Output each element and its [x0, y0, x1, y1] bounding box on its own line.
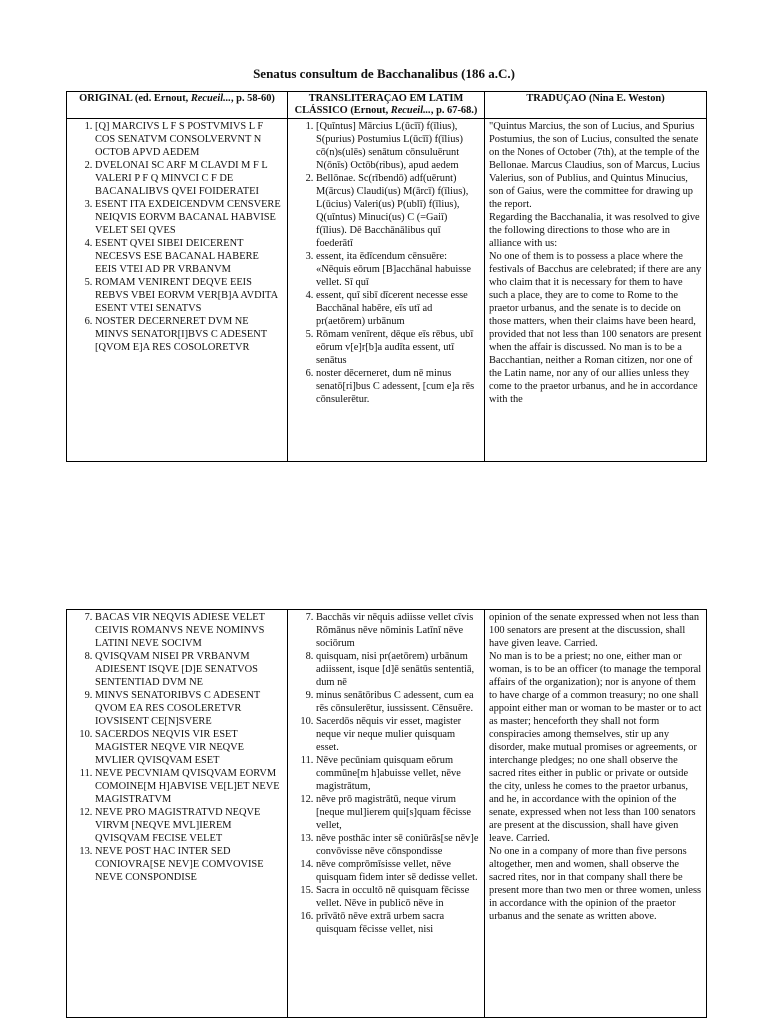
list-item: 15. Sacra in occultō nē quisquam fēcisse vellet. Nēve in publicō nēve in: [316, 884, 480, 910]
header-original-text-2: , p. 58-60): [230, 93, 275, 104]
header-trans-em: Recueil...: [390, 105, 431, 116]
list-item: 7. Bacchās vir nēquis adiisse vellet cīvis Rōmānus nēve nōminis Latīnī nēve sociōrum: [316, 611, 480, 650]
translation-paragraph: No man is to be a priest; no one, either man or woman, is to be an officer (to manage the temporal affairs of the organization); nor is anyone of them to have charge of a common treasury; no one shall appoint either man or woman to be master or to act as master; henceforth they shall not form conspiracies among themselves, stir up any disorder, make mutual promises or agreements, or interchange pledges; no one shall observe the sacred rites either in public or private or outside the city, unless he comes to the praetor urbanus, and he, in accordance with the opinion of the senate, expressed when not less than 100 senators are present at the discussion, shall have given leave. Carried.: [489, 651, 702, 844]
list-item: 12. NEVE PRO MAGISTRATVD NEQVE VIRVM [NEQVE MVL]IEREM QVISQVAM FECISE VELET: [95, 806, 283, 845]
list-item: 2. DVELONAI SC ARF M CLAVDI M F L VALERI P F Q MINVCI C F DE BACANALIBVS QVEI FOIDERATEI: [95, 159, 283, 198]
list-item: 8. QVISQVAM NISEI PR VRBANVM ADIESENT ISQVE [D]E SENATVOS SENTENTIAD DVM NE: [95, 650, 283, 689]
transliteration-cell-2: [288, 610, 485, 1018]
list-item: 3. essent, ita ēdīcendum cēnsuēre: «Nēquis eōrum [B]acchānal habuisse vellet. Sī quī: [316, 250, 480, 289]
header-original: [67, 92, 288, 119]
list-item: 4. ESENT QVEI SIBEI DEICERENT NECESVS ESE BACANAL HABERE EEIS VTEI AD PR VRBANVM: [95, 237, 283, 276]
content-row-1: [67, 119, 707, 462]
list-item: 7. BACAS VIR NEQVIS ADIESE VELET CEIVIS ROMANVS NEVE NOMINVS LATINI NEVE SOCIVM: [95, 611, 283, 650]
list-item: 10. SACERDOS NEQVIS VIR ESET MAGISTER NEQVE VIR NEQVE MVLIER QVISQVAM ESET: [95, 728, 283, 767]
header-original-em: Recueil...: [190, 93, 231, 104]
translation-paragraph: opinion of the senate expressed when not less than 100 senators are present at the discussion, shall have given leave. Carried.: [489, 612, 700, 649]
transliteration-list-2: [292, 611, 480, 936]
list-item: 8. quisquam, nisi pr(aetōrem) urbānum adiissent, isque [d]ē senātūs sententiā, dum nē: [316, 650, 480, 689]
list-item: 13. NEVE POST HAC INTER SED CONIOVRA[SE NEV]E COMVOVISE NEVE CONSPONDISE: [95, 845, 283, 884]
header-original-text: ORIGINAL (ed. Ernout,: [79, 93, 191, 104]
translation-paragraph: No one of them is to possess a place where the festivals of Bacchus are celebrated; if there are any who claim that it is necessary for them to have such a place, they are to come to Rome to the praetor urbanus, and the senate is to decide on those matters, when their claims have been heard, provided that not less than 100 senators are present when the affair is discussed. No man is to be a Bacchantian, neither a Roman citizen, nor one of the Latin name, nor any of our allies unless they come to the praetor urbanus, and he in accordance with the: [489, 251, 702, 405]
list-item: 4. essent, quī sibī dīcerent necesse esse Bacchānal habēre, eīs utī ad pr(aetōrem) urbānum: [316, 289, 480, 328]
translation-paragraph: "Quintus Marcius, the son of Lucius, and Spurius Postumius, the son of Lucius, consulted the senate on the Nones of October (7th), at the temple of the Bellonae. Marcus Claudius, son of Marcus, Lucius Valerius, son of Publius, and Quintus Minucius, son of Gaius, were the committee for drawing up the report.: [489, 121, 700, 210]
list-item: 10. Sacerdōs nēquis vir esset, magister neque vir neque mulier quisquam esset.: [316, 715, 480, 754]
list-item: 9. minus senātōribus C adessent, cum ea rēs cōnsulerētur, iussissent. Cēnsuēre.: [316, 689, 480, 715]
transliteration-list-1: [292, 120, 480, 406]
header-trans-text: TRANSLITERAÇAO EM LATIM CLÁSSICO (Ernout,: [294, 93, 464, 116]
list-item: 16. prīvātō nēve extrā urbem sacra quisquam fēcisse vellet, nisi: [316, 910, 480, 936]
translation-cell-2: [485, 610, 707, 1018]
original-cell-1: [67, 119, 288, 462]
table-part-2: [66, 609, 707, 1018]
header-transliteration: [288, 92, 485, 119]
transliteration-cell-1: [288, 119, 485, 462]
translation-cell-1: [485, 119, 707, 462]
header-trans-text-2: , p. 67-68.): [430, 105, 478, 116]
list-item: 6. noster dēcerneret, dum nē minus senatō[ri]bus C adessent, [cum e]a rēs cōnsulerētur.: [316, 367, 480, 406]
list-item: 11. NEVE PECVNIAM QVISQVAM EORVM COMOINE[M H]ABVISE VE[L]ET NEVE MAGISTRATVM: [95, 767, 283, 806]
original-cell-2: [67, 610, 288, 1018]
list-item: 6. NOSTER DECERNERET DVM NE MINVS SENATOR[I]BVS C ADESENT [QVOM E]A RES COSOLORETVR: [95, 315, 283, 354]
header-translation: TRADUÇAO (Nina E. Weston): [485, 92, 707, 119]
translation-paragraph: Regarding the Bacchanalia, it was resolved to give the following directions to those who are in alliance with us:: [489, 212, 700, 249]
list-item: 14. nēve comprōmīsisse vellet, nēve quisquam fidem inter sē dedisse vellet.: [316, 858, 480, 884]
content-row-2: [67, 610, 707, 1018]
list-item: 5. Rōmam venīrent, dēque eīs rēbus, ubī eōrum v[e]r[b]a audīta essent, utī senātus: [316, 328, 480, 367]
list-item: 2. Bellōnae. Sc(rībendō) adf(uērunt) M(ārcus) Claudi(us) M(ārcī) f(īlius), L(ūcius) Valeri(us) P(ublī) f(īlius), Q(uīntus) Minuci(us) C (=Gaiī) f(īlius). Dē Bacchānālibus quī foederātī: [316, 172, 480, 250]
list-item: 11. Nēve pecūniam quisquam eōrum commūne[m h]abuisse vellet, nēve magistrātum,: [316, 754, 480, 793]
table-part-1: [66, 91, 707, 462]
list-item: 13. nēve posthāc inter sē coniūrās[se nēv]e convōvisse nēve cōnspondisse: [316, 832, 480, 858]
document-title: Senatus consultum de Bacchanalibus (186 a.C.): [253, 66, 515, 81]
list-item: 12. nēve prō magistrātū, neque virum [neque mul]ierem qui[s]quam fēcisse vellet,: [316, 793, 480, 832]
header-row: [67, 92, 707, 119]
list-item: 3. ESENT ITA EXDEICENDVM CENSVERE NEIQVIS EORVM BACANAL HABVISE VELET SEI QVES: [95, 198, 283, 237]
original-list-1: [71, 120, 283, 354]
original-list-2: [71, 611, 283, 884]
list-item: 1. [Quīntus] Mārcius L(ūcīī) f(īlius), S(purius) Postumius L(ūcīī) f(īlius) cō(n)s(ulēs) senātum cōnsuluērunt N(ōnīs) Octōb(ribus), apud aedem: [316, 120, 480, 172]
list-item: 9. MINVS SENATORIBVS C ADESENT QVOM EA RES COSOLERETVR IOVSISENT CE[N]SVERE: [95, 689, 283, 728]
translation-paragraph: No one in a company of more than five persons altogether, men and women, shall observe the sacred rites, nor in that company shall there be present more than two men or three women, unless in accordance with the opinion of the praetor urbanus and the senate as written above.: [489, 846, 702, 922]
list-item: 5. ROMAM VENIRENT DEQVE EEIS REBVS VBEI EORVM VER[B]A AVDITA ESENT VTEI SENATVS: [95, 276, 283, 315]
list-item: 1. [Q] MARCIVS L F S POSTVMIVS L F COS SENATVM CONSOLVERVNT N OCTOB APVD AEDEM: [95, 120, 283, 159]
